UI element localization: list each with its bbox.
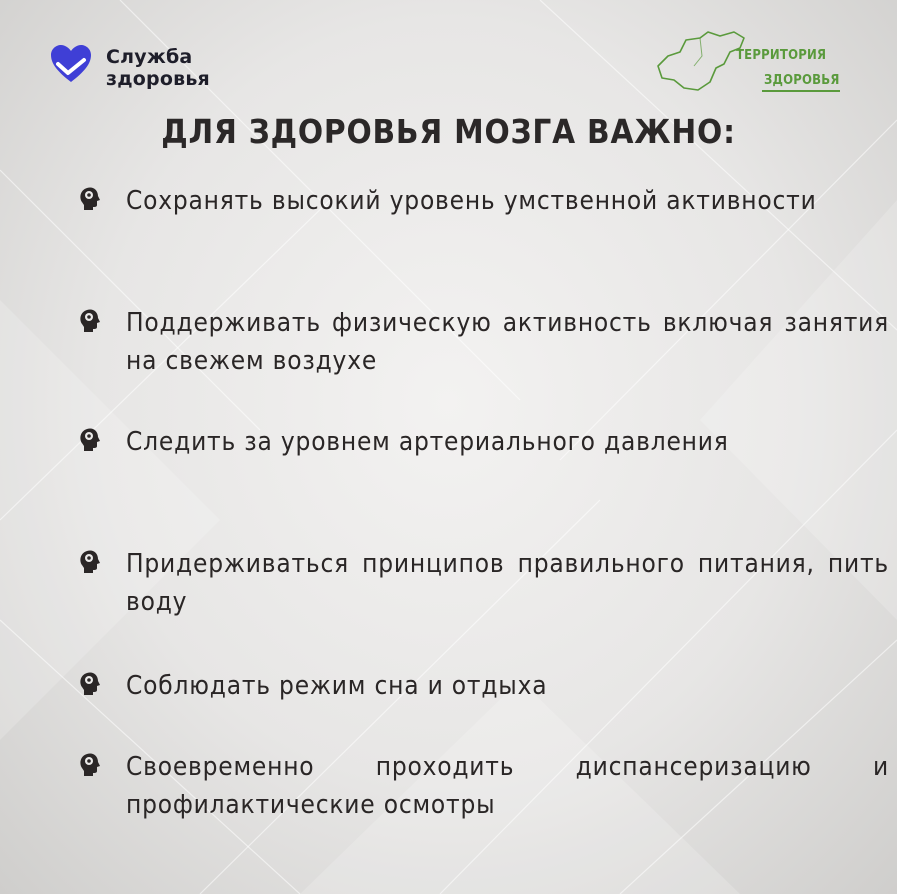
list-item-text: Придерживаться принципов правильного питания, пить воду [126, 549, 889, 617]
page-title: ДЛЯ ЗДОРОВЬЯ МОЗГА ВАЖНО: [161, 112, 736, 151]
brain-head-icon [78, 671, 100, 695]
brain-head-icon [78, 752, 100, 776]
list-item-text: Следить за уровнем артериального давления [126, 427, 729, 457]
list-item-text: Своевременно проходить диспансеризацию и профилактические осмотры [126, 752, 889, 820]
brain-head-icon [78, 308, 100, 332]
logo-right-line-1: ТЕРРИТОРИЯ [736, 48, 827, 63]
list-item-text: Сохранять высокий уровень умственной активности [126, 186, 817, 216]
logo-right-line-2: ЗДОРОВЬЯ [764, 73, 840, 88]
list-item-text: Соблюдать режим сна и отдыха [126, 671, 548, 701]
brain-head-icon [78, 427, 100, 451]
logo-line-2: здоровья [106, 68, 210, 90]
brain-head-icon [78, 186, 100, 210]
brain-head-icon [78, 549, 100, 573]
list-item-text: Поддерживать физическую активность включая занятия на свежем воздухе [126, 308, 889, 376]
logo-line-1: Служба [106, 46, 193, 68]
